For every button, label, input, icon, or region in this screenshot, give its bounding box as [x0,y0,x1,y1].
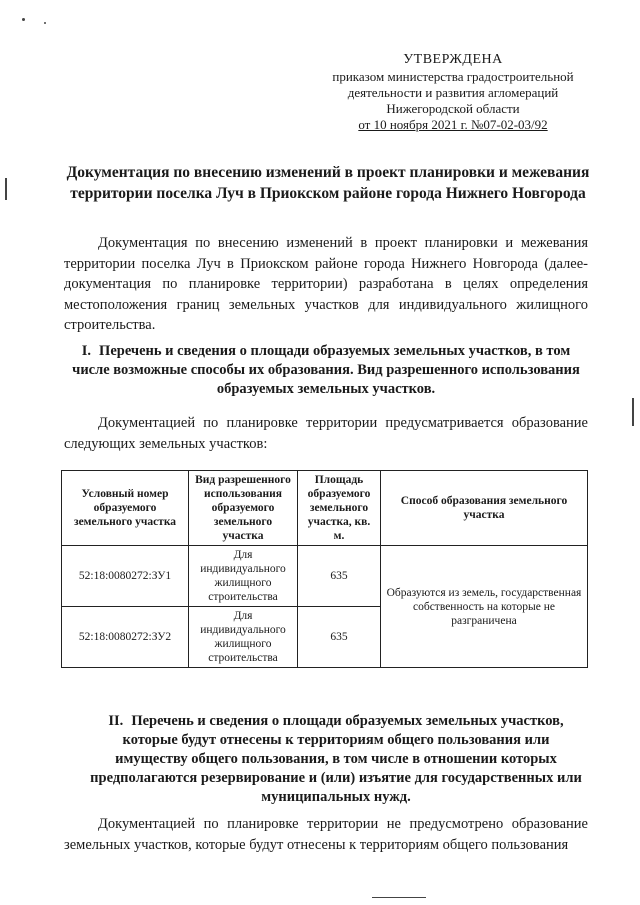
document-title: Документация по внесению изменений в проект планировки и межевания территории поселка Луч в Приокском районе города Нижнего Новгорода [66,164,590,202]
scan-artifact [22,18,25,21]
col-header-use: Вид разрешенного использования образуемого земельного участка [189,471,298,546]
cell-number: 52:18:0080272:ЗУ2 [62,607,189,668]
approval-line: приказом министерства градостроительной [332,69,574,84]
section-1-number: I. [81,343,92,359]
approval-heading: УТВЕРЖДЕНА [403,52,503,67]
table-header-row [62,471,588,546]
cell-number: 52:18:0080272:ЗУ1 [62,546,189,607]
approval-block [318,52,588,133]
scan-artifact [44,22,46,24]
approval-line: Нижегородской области [386,101,520,116]
cell-area: 635 [298,546,381,607]
approval-line: деятельности и развития агломераций [347,85,559,100]
section-2-paragraph [64,814,588,855]
col-header-method: Способ образования земельного участка [381,471,588,546]
cell-use: Для индивидуального жилищного строительства [189,546,298,607]
section-1-paragraph [64,413,588,454]
col-header-area: Площадь образуемого земельного участка, кв. м. [298,471,381,546]
col-header-number: Условный номер образуемого земельного участка [62,471,189,546]
section-2-paragraph-text: Документацией по планировке территории не предусмотрено образование земельных участков, которые будут отнесены к территориям общего пользования [64,816,588,853]
section-2-title: Перечень и сведения о площади образуемых земельных участков, которые будут отнесены к территориям общего пользования или имуществу общего пользования, в том числе в отношении которых предполагаются резервирование и (или) изъятие для государственных или муниципальных нужд. [90,713,582,805]
intro-paragraph [64,233,588,336]
scan-artifact [372,897,426,898]
scan-artifact [632,398,634,426]
section-1-title: Перечень и сведения о площади образуемых земельных участков, в том числе возможные способы их образования. Вид разрешенного использования образуемых земельных участков. [72,343,580,397]
section-2-heading [86,712,586,807]
approval-date: от 10 ноября 2021 г. №07-02-03/92 [358,117,548,132]
table-row [62,546,588,607]
cell-method: Образуются из земель, государственная собственность на которые не разграничена [381,546,588,668]
section-1-heading [64,342,588,399]
cell-area: 635 [298,607,381,668]
scan-artifact [5,178,7,200]
land-plots-table [61,470,588,668]
cell-use: Для индивидуального жилищного строительства [189,607,298,668]
intro-paragraph-text: Документация по внесению изменений в проект планировки и межевания территории поселка Луч в Приокском районе города Нижнего Новгорода (далее-документация по планировке территории) разработана в целях определения местоположения границ земельных участков для индивидуального жилищного строительства. [64,235,588,333]
section-1-paragraph-text: Документацией по планировке территории предусматривается образование следующих земельных участков: [64,415,588,452]
section-2-number: II. [108,713,124,729]
